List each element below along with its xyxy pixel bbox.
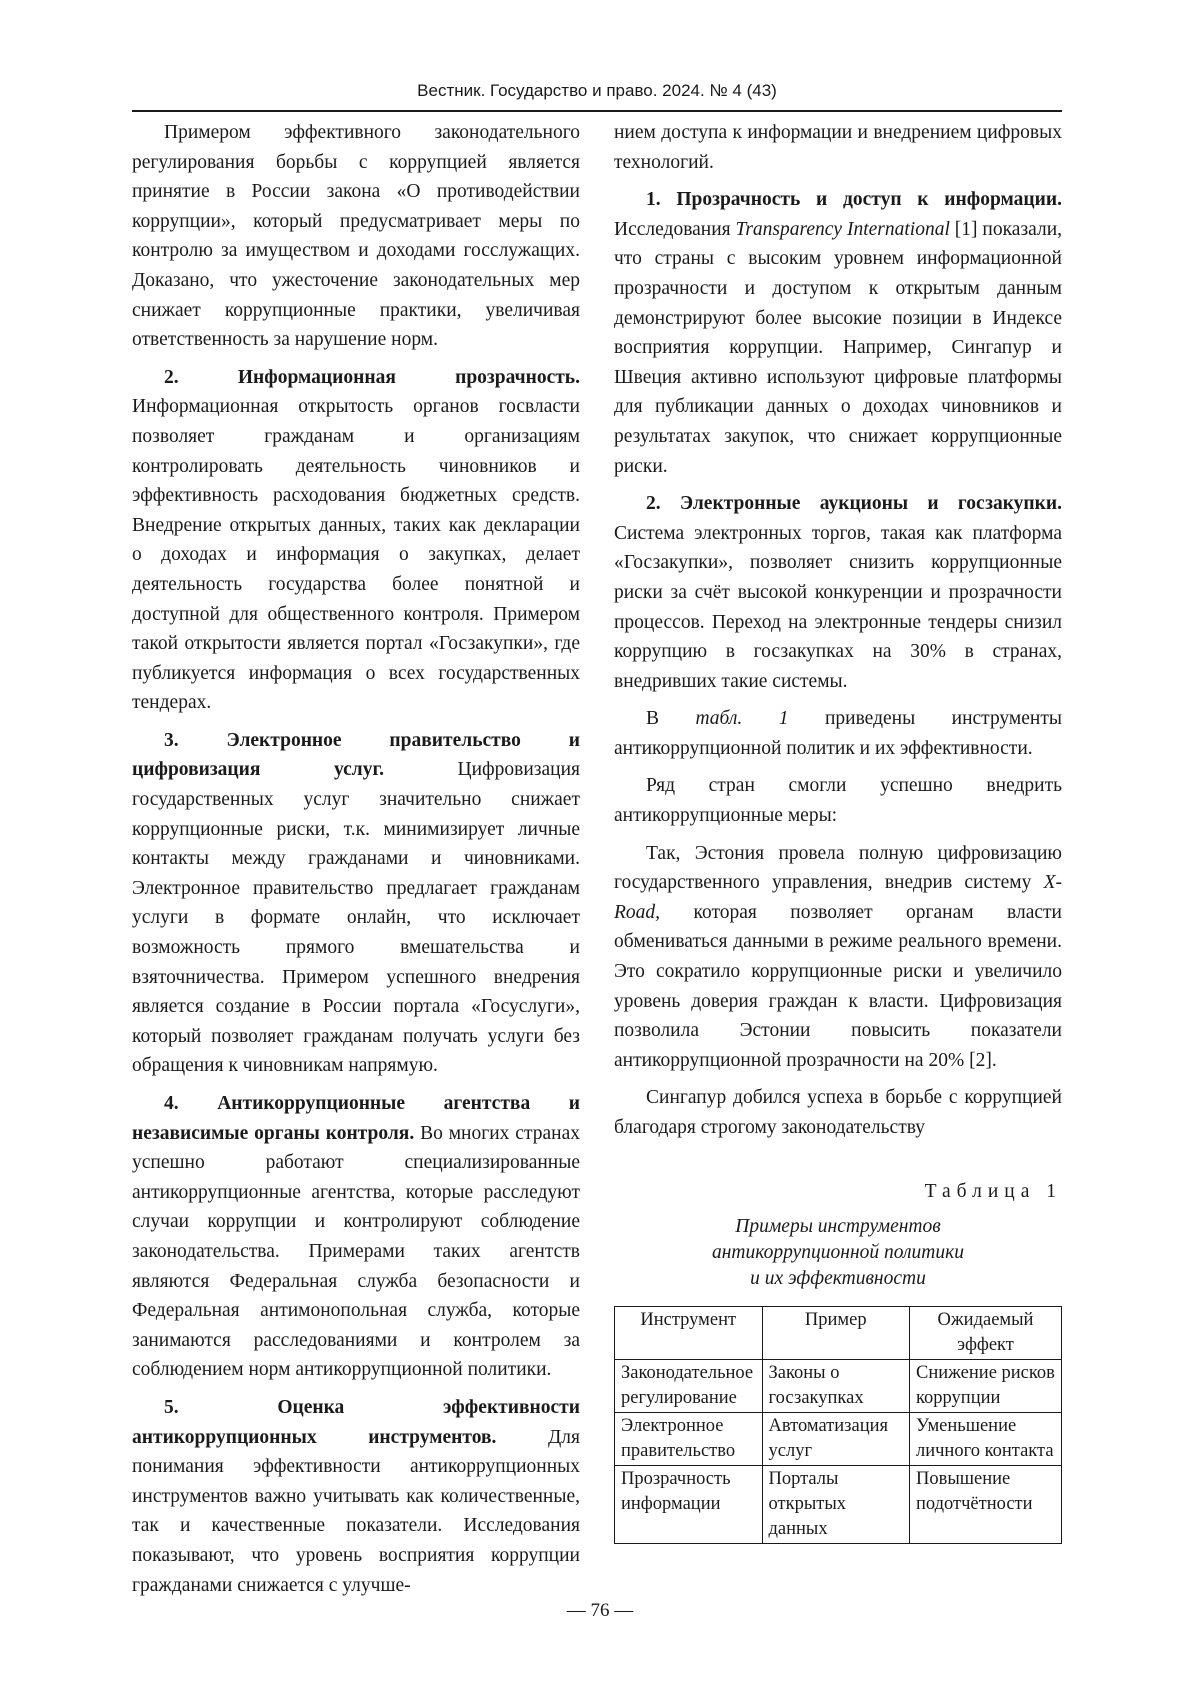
paragraph: 3. Электронное правительство и цифровизация услуг. Цифровизация государственных услуг значительно снижает коррупционные риски, т.к. минимизирует личные контакты между гражданами и чиновниками. Электронное правительство предлагает гражданам услуги в формате онлайн, что исключает возможность прямого вмешательства и взяточничества. Примером успешного внедрения является создание в России портала «Госуслуги», который позволяет гражданам получать услуги без обращения к чиновникам напрямую. [132, 729, 580, 1077]
paragraph: 2. Электронные аукционы и госзакупки. Система электронных торгов, такая как платформа «Госзакупки», позволяет снизить коррупционные риски за счёт высокой конкуренции и прозрачности процессов. Переход на электронные тендеры снизил коррупцию в госзакупках на 30% в странах, внедривших такие системы. [614, 493, 1062, 692]
section-heading: 2. Информационная прозрачность. [164, 366, 580, 388]
table-cell: Законы о госзакупках [762, 1360, 910, 1413]
table-cell: Уменьшение личного контакта [910, 1413, 1062, 1466]
section-heading: 2. Электронные аукционы и госзакупки. [646, 493, 1062, 515]
paragraph: 4. Антикоррупционные агентства и независимые органы контроля. Во многих странах успешно работают специализированные антикоррупционные агентства, которые расследуют случаи коррупции и контролируют соблюдение законодательства. Примерами таких агентств являются Федеральная служба безопасности и Федеральная антимонопольная служба, которые занимаются расследованиями и контролем за соблюдением норм антикоррупционной политики. [132, 1093, 580, 1381]
table-header-row [615, 1307, 1062, 1360]
table-row [615, 1413, 1062, 1466]
section-heading: 4. Антикоррупционные агентства и независимые органы контроля. [132, 1093, 580, 1144]
section-heading: 5. Оценка эффективности антикоррупционных инструментов. [132, 1396, 580, 1448]
section-heading: 1. Прозрачность и доступ к информации. [646, 189, 1062, 211]
table-title: Примеры инструментов антикоррупционной политики и их эффективности [712, 1216, 964, 1290]
column-header: Пример [762, 1307, 910, 1360]
paragraph: В табл. 1 приведены инструменты антикоррупционной политик и их эффективности. [614, 708, 1062, 759]
paragraph: Так, Эстония провела полную цифровизацию государственного управления, внедрив систему X-Road, которая позволяет органам власти обмениваться данными в режиме реального времени. Это сократило коррупционные риски и увеличило уровень доверия граждан к власти. Цифровизация позволила Эстонии повысить показатели антикоррупционной прозрачности на 20% [2]. [614, 842, 1062, 1071]
table-cell: Законодательное регулирование [615, 1360, 763, 1413]
paragraph: 1. Прозрачность и доступ к информации. Исследования Transparency International [1] показали, что страны с высоким уровнем информационной прозрачности и доступом к открытым данным демонстрируют более высокие позиции в Индексе восприятия коррупции. Например, Сингапур и Швеция активно используют цифровые платформы для публикации данных о доходах чиновников и результатах закупок, что снижает коррупционные риски. [614, 189, 1063, 477]
table-cell: Электронное правительство [615, 1413, 763, 1466]
paragraph-continuation: нием доступа к информации и внедрением цифровых технологий. [614, 122, 1062, 173]
paragraph: Сингапур добился успеха в борьбе с коррупцией благодаря строгому законодательству [614, 1087, 1062, 1138]
table-cell: Прозрачность информации [615, 1466, 763, 1544]
right-column [614, 118, 1062, 1544]
page-number: — 76 — [566, 1600, 634, 1621]
table-cell: Порталы открытых данных [762, 1466, 910, 1544]
table-row [615, 1466, 1062, 1544]
table-reference: табл. 1 [695, 708, 789, 730]
paragraph: Ряд стран смогли успешно внедрить антикоррупционные меры: [614, 775, 1062, 827]
table-cell: Снижение рисков коррупции [910, 1360, 1062, 1413]
paragraph: 5. Оценка эффективности антикоррупционных инструментов. Для понимания эффективности антикоррупционных инструментов важно учитывать как количественные, так и качественные показатели. Исследования показывают, что уровень восприятия коррупции гражданами снижается с улучше- [132, 1396, 580, 1596]
section-heading: 3. Электронное правительство и цифровизация услуг. [132, 729, 580, 781]
running-header: Вестник. Государство и право. 2024. № 4 (43) [132, 76, 1062, 112]
org-name: Transparency International [735, 218, 950, 240]
table-label: Таблица 1 [924, 1180, 1062, 1202]
table-cell: Автоматизация услуг [762, 1413, 910, 1466]
paragraph: Примером эффективного законодательного регулирования борьбы с коррупцией является принятие в России закона «О противодействии коррупции», который предусматривает меры по контролю за имуществом и доходами госслужащих. Доказано, что ужесточение законодательных мер снижает коррупционные практики, увеличивая ответственность за нарушение норм. [132, 122, 580, 351]
table-row [615, 1360, 1062, 1413]
data-table [614, 1306, 1062, 1544]
left-column [132, 118, 580, 1608]
column-header: Инструмент [615, 1307, 763, 1360]
paragraph: 2. Информационная прозрачность. Информационная открытость органов госвласти позволяет гражданам и организациям контролировать деятельность чиновников и эффективность расходования бюджетных средств. Внедрение открытых данных, таких как декларации о доходах и информация о закупках, делает деятельность государства более понятной и доступной для общественного контроля. Примером такой открытости является портал «Госзакупки», где публикуется информация о всех государственных тендерах. [132, 366, 580, 714]
system-name: X-Road, [614, 872, 1062, 923]
table-cell: Повышение подотчётности [910, 1466, 1062, 1544]
column-header: Ожидаемый эффект [910, 1307, 1062, 1360]
